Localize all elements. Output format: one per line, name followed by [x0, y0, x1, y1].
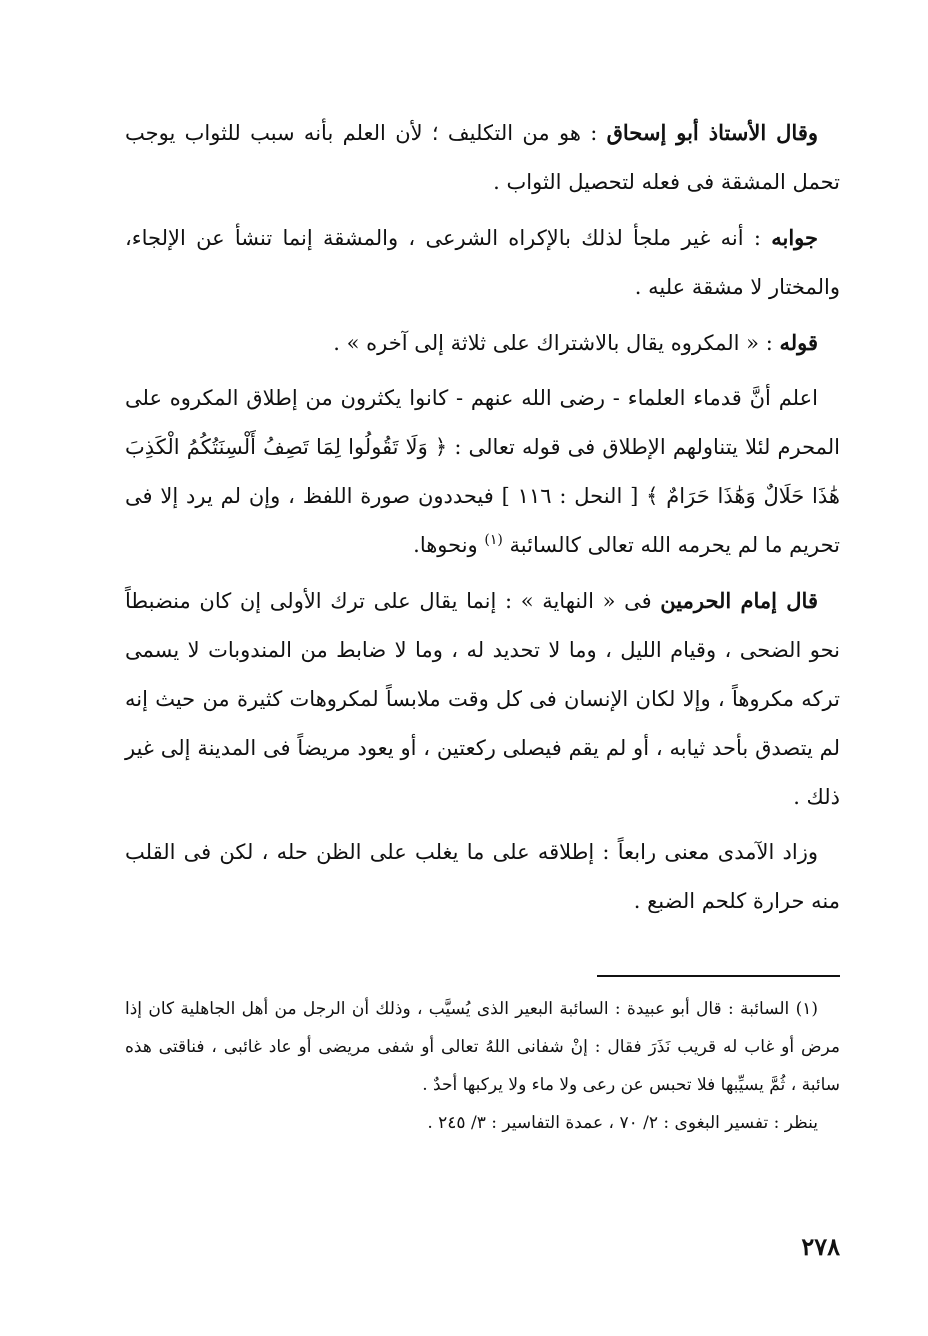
paragraph-1: [125, 108, 840, 207]
page-number: ٢٧٨: [801, 1232, 840, 1261]
paragraph-text: فى « النهاية » : إنما يقال على ترك الأولى إن كان منضبطاً نحو الضحى ، وقيام الليل ، وما لا تحديد له ، وما لا ضابط من المندوبات لا يسمى تركه مكروهاً ، وإلا لكان الإنسان فى كل وقت ملابساً لمكروهات كثيرة من حيث إنه لم يتصدق بأحد ثيابه ، أو لم يقم فيصلى ركعتين ، أو يعود مريضاً فى المدينة إلى غير ذلك .: [125, 589, 840, 809]
paragraph-3: [125, 318, 840, 368]
paragraph-lead: قال إمام الحرمين: [660, 588, 818, 613]
footnotes: [125, 990, 840, 1142]
paragraph-text: : « المكروه يقال بالاشتراك على ثلاثة إلى آخره » .: [333, 331, 780, 355]
footnote-source: ينظر : تفسير البغوى : ٢/ ٧٠ ، عمدة التفاسير : ٣/ ٢٤٥ .: [427, 1113, 818, 1133]
paragraph-tail: ونحوها.: [413, 533, 485, 557]
paragraph-lead: جوابه: [771, 225, 818, 250]
footnote-separator: [597, 975, 840, 977]
paragraph-text: وزاد الآمدى معنى رابعاً : إطلاقه على ما يغلب على الظن حله ، لكن فى القلب منه حرارة كلحم الضبع .: [125, 840, 840, 913]
footnote-reference[interactable]: (١): [484, 532, 503, 548]
paragraph-text: : هو من التكليف ؛ لأن العلم بأنه سبب للثواب يوجب تحمل المشقة فى فعله لتحصيل الثواب .: [125, 121, 840, 194]
footnote-1: (١) السائبة : قال أبو عبيدة : السائبة البعير الذى يُسيَّب ، وذلك أن الرجل من أهل الجاهلية كان إذا مرض أو غاب له قريب نَذَرَ فقال : إنْ شفانى اللهُ تعالى أو شفى مريضى أو عاد غائبى ، فناقتى هذه سائبة ، ثُمَّ يسيِّبها فلا تحبس عن رعى ولا ماء ولا يركبها أحدٌ .: [125, 999, 840, 1095]
paragraph-5: [125, 576, 840, 822]
paragraph-6: [125, 828, 840, 926]
paragraph-lead: وقال الأستاذ أبو إسحاق: [606, 120, 818, 145]
paragraph-text: : أنه غير ملجأ لذلك بالإكراه الشرعى ، والمشقة إنما تنشأ عن الإلجاء، والمختار لا مشقة عليه .: [125, 226, 840, 299]
paragraph-2: [125, 213, 840, 312]
paragraph-lead: قوله: [779, 330, 818, 355]
main-text: [125, 108, 840, 932]
paragraph-text: اعلم أنَّ قدماء العلماء - رضى الله عنهم - كانوا يكثرون من إطلاق المكروه على المحرم لئلا يتناولهم الإطلاق فى قوله تعالى : ﴿ وَلَا تَقُولُوا لِمَا تَصِفُ أَلْسِنَتُكُمُ الْكَذِبَ هَٰذَا حَلَالٌ وَهَٰذَا حَرَامٌ ﴾ [ النحل : ١١٦ ] فيحددون صورة اللفظ ، وإن لم يرد إلا فى تحريم ما لم يحرمه الله تعالى كالسائبة: [125, 386, 840, 557]
paragraph-4: [125, 374, 840, 570]
